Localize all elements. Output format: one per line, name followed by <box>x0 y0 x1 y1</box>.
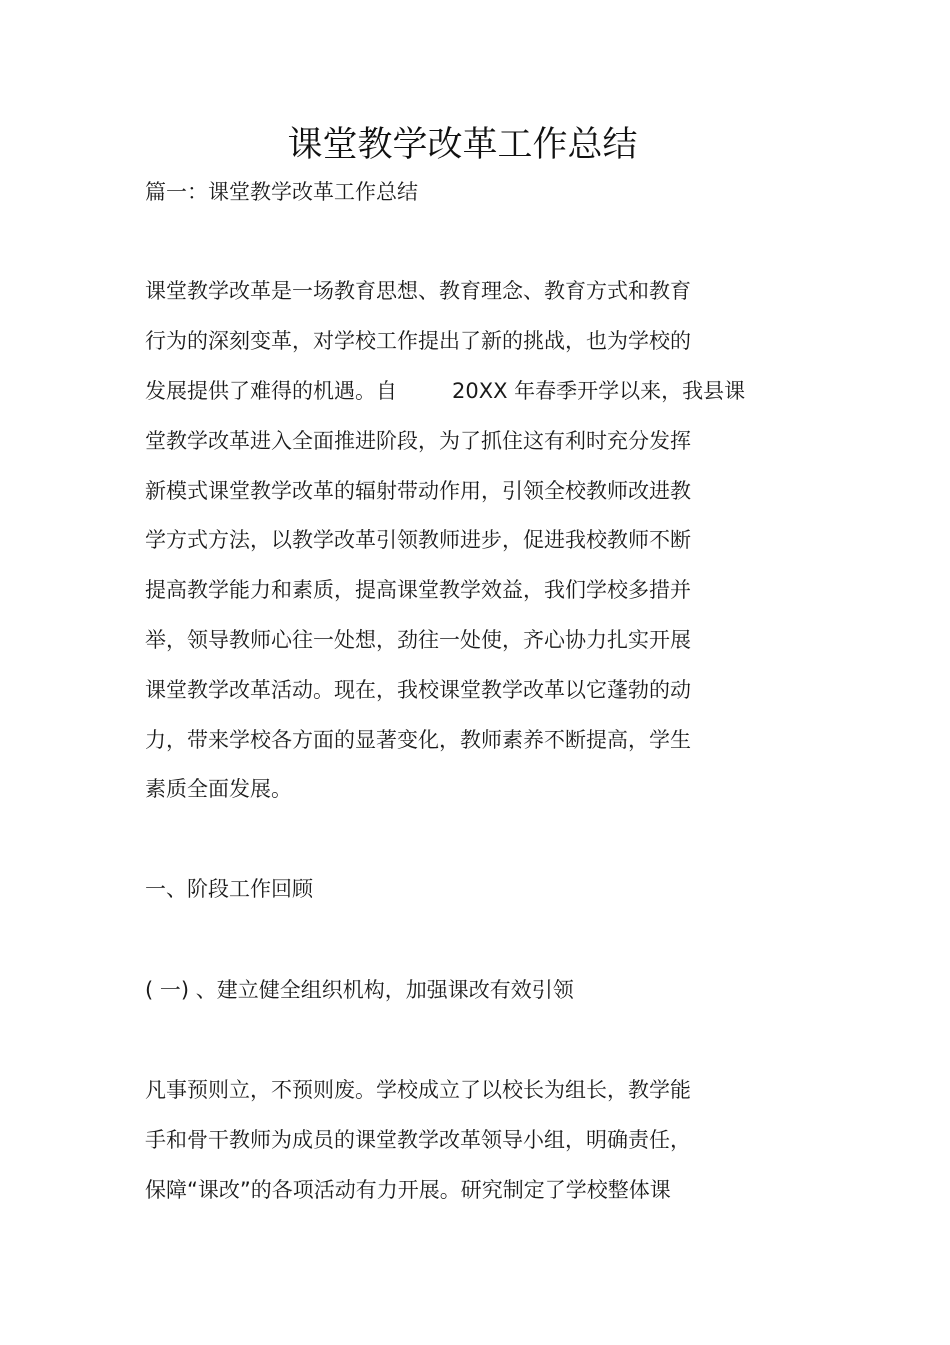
paragraph-line-part: 20XX 年春季开学以来，我县课 <box>452 379 746 403</box>
section-heading: 一、阶段工作回顾 <box>145 877 313 901</box>
paragraph-line: 课堂教学改革活动。现在，我校课堂教学改革以它蓬勃的动 <box>145 678 691 702</box>
paragraph-line: 提高教学能力和素质，提高课堂教学效益，我们学校多措并 <box>145 578 691 602</box>
paragraph-line: 堂教学改革进入全面推进阶段，为了抓住这有利时充分发挥 <box>145 429 691 453</box>
paragraph-line-part: 发展提供了难得的机遇。自 <box>145 379 397 403</box>
subsection-heading: ( 一) 、建立健全组织机构，加强课改有效引领 <box>145 978 574 1002</box>
paragraph-line: 手和骨干教师为成员的课堂教学改革领导小组，明确责任， <box>145 1128 691 1152</box>
paragraph-line: 行为的深刻变革，对学校工作提出了新的挑战，也为学校的 <box>145 329 691 353</box>
paragraph-line: 课堂教学改革是一场教育思想、教育理念、教育方式和教育 <box>145 279 691 303</box>
paragraph-line: 保障“课改”的各项活动有力开展。研究制定了学校整体课 <box>145 1178 671 1202</box>
paragraph-line <box>145 377 745 405</box>
paragraph-line: 学方式方法，以教学改革引领教师进步，促进我校教师不断 <box>145 528 691 552</box>
paragraph-line: 力，带来学校各方面的显著变化，教师素养不断提高，学生 <box>145 728 691 752</box>
document-subtitle: 篇一：课堂教学改革工作总结 <box>145 180 418 204</box>
paragraph-line: 凡事预则立，不预则废。学校成立了以校长为组长，教学能 <box>145 1078 691 1102</box>
document-title: 课堂教学改革工作总结 <box>287 125 638 165</box>
paragraph-line: 新模式课堂教学改革的辐射带动作用，引领全校教师改进教 <box>145 479 691 503</box>
paragraph-line: 素质全面发展。 <box>145 777 292 801</box>
paragraph-line: 举，领导教师心往一处想，劲往一处使，齐心协力扎实开展 <box>145 628 691 652</box>
